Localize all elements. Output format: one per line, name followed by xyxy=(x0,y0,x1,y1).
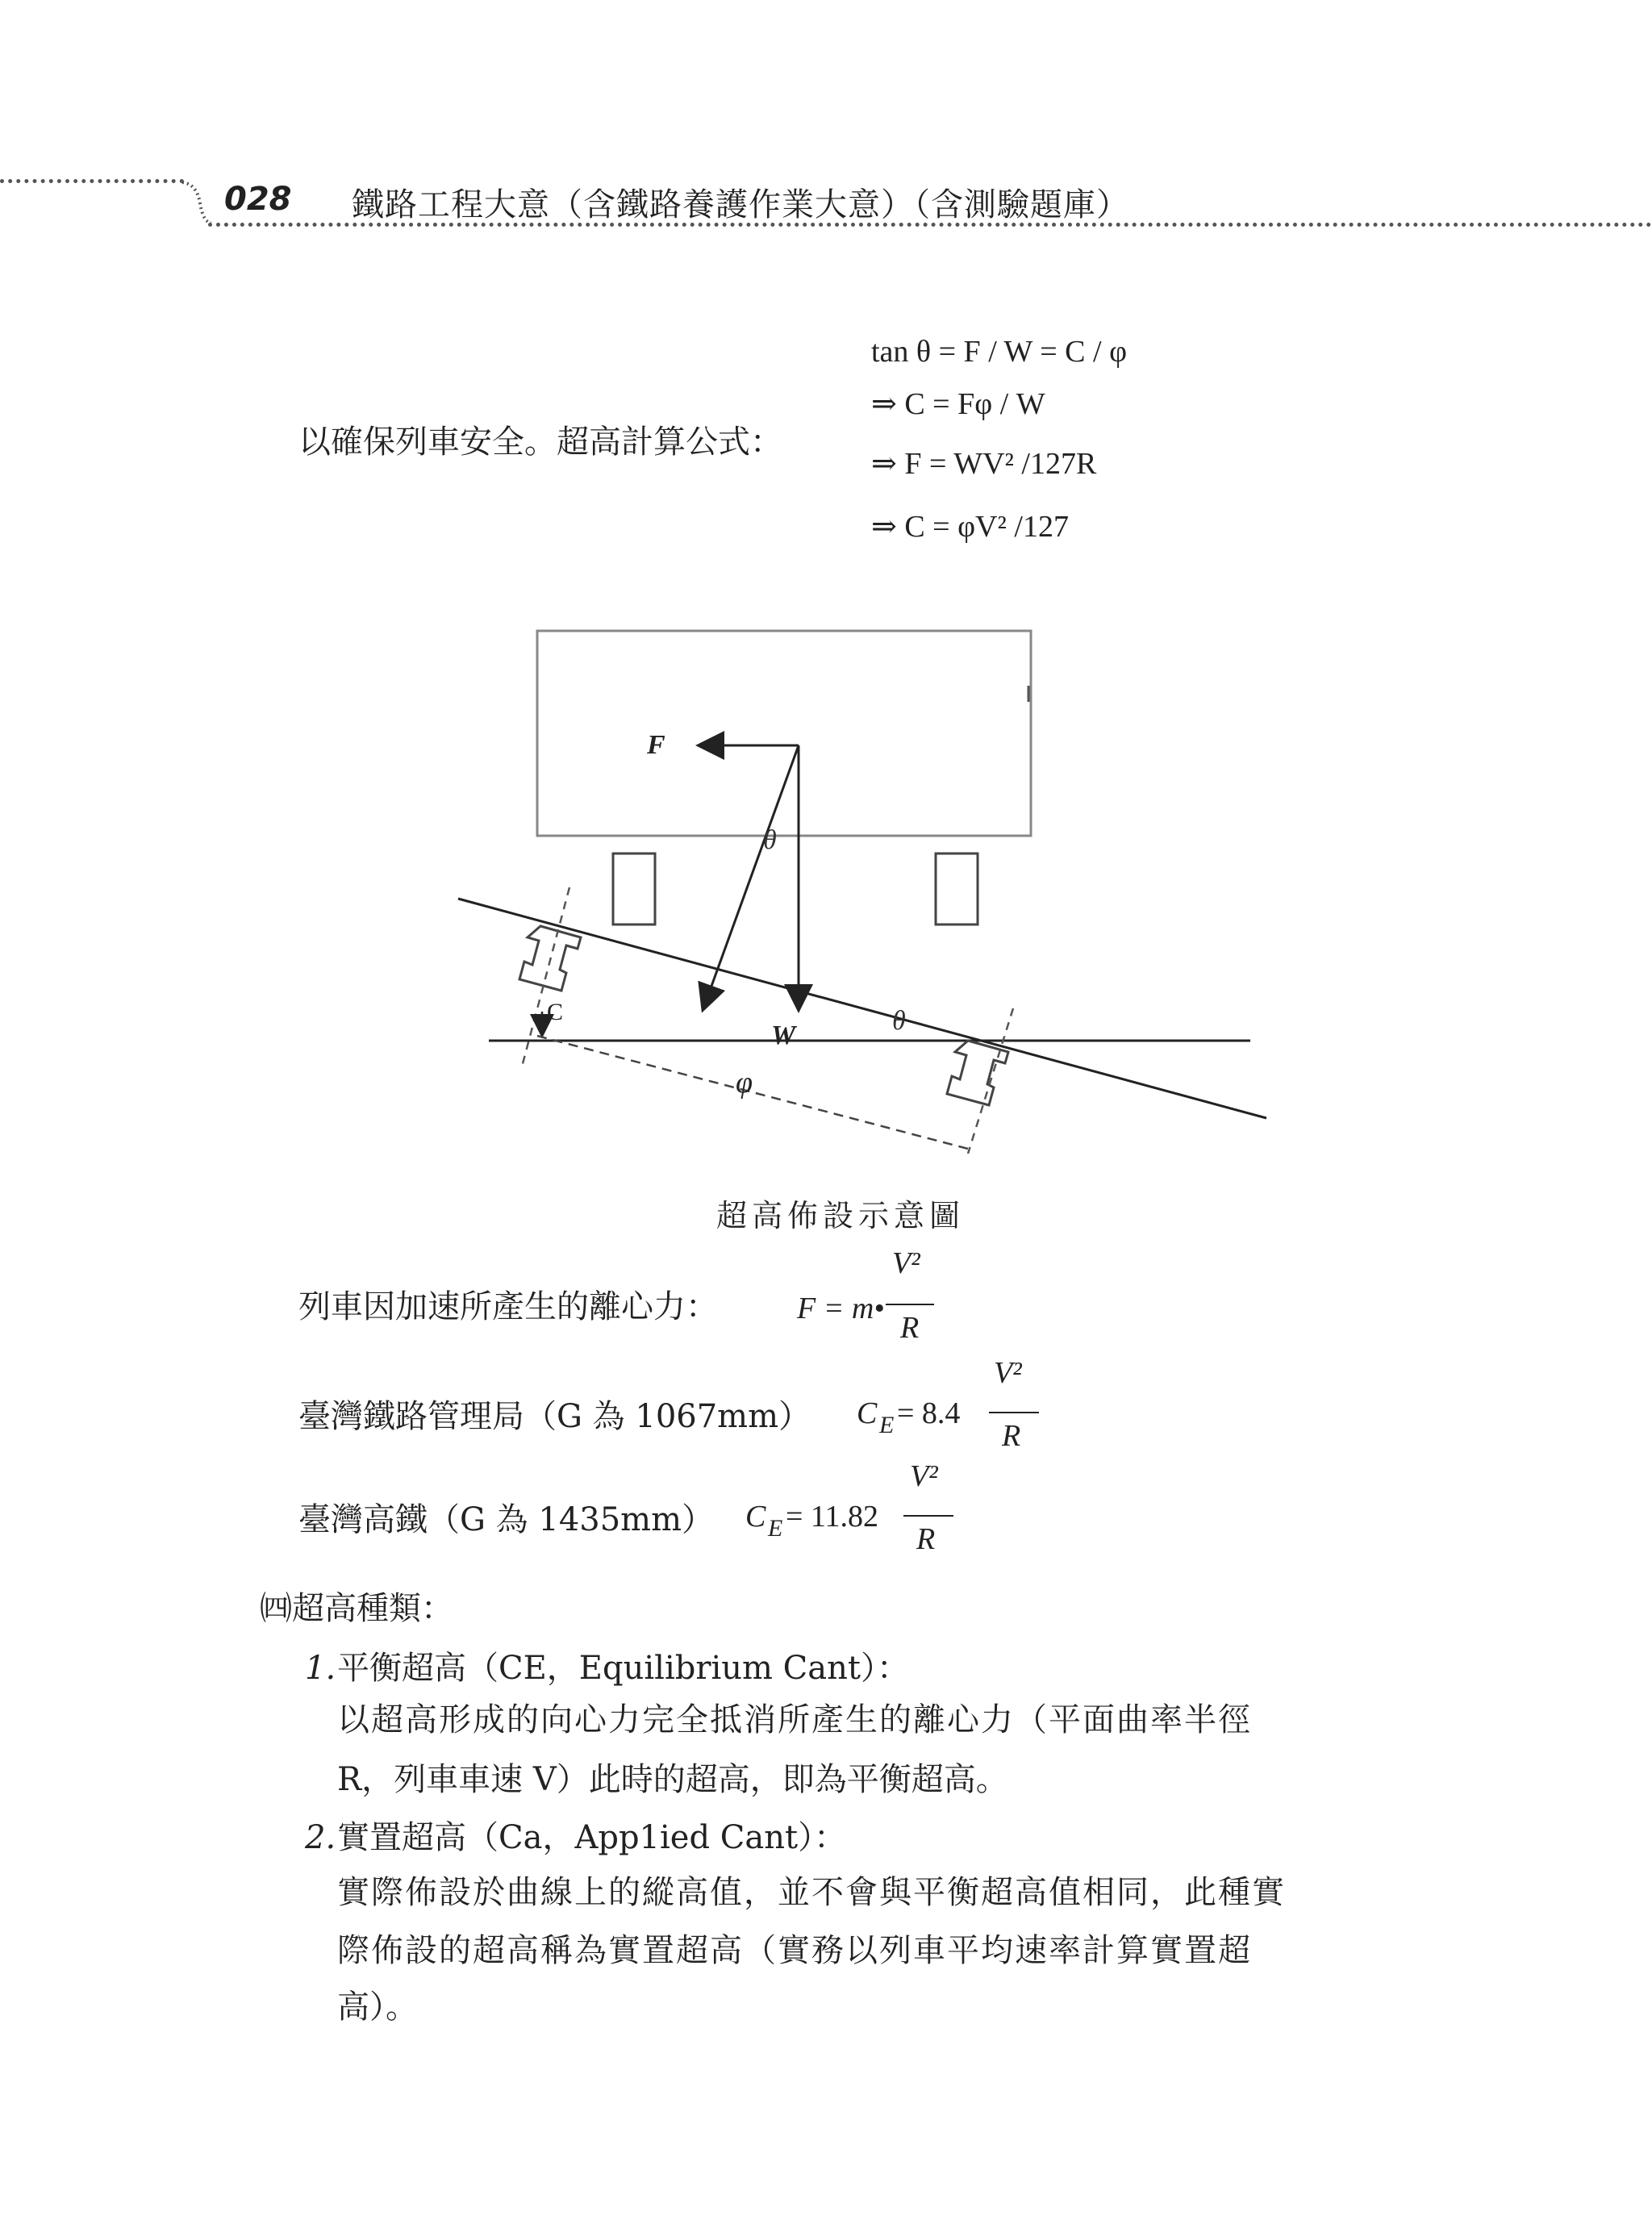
tra-numerator: V² xyxy=(994,1356,1022,1390)
item-1-number: 1. xyxy=(305,1650,336,1687)
centrifugal-formula xyxy=(797,1242,958,1355)
tra-denominator: R xyxy=(1002,1419,1021,1453)
tra-subscript: E xyxy=(879,1412,895,1438)
section-heading: ㈣超高種類： xyxy=(260,1590,453,1627)
thsr-numerator: V² xyxy=(910,1459,938,1493)
header-rule-curve xyxy=(179,179,211,226)
thsr-lhs: C xyxy=(745,1500,766,1534)
header-dotted-rule-left xyxy=(0,179,184,183)
centrifugal-numerator: V² xyxy=(892,1246,920,1280)
item-2-line-3: 高）。 xyxy=(337,1989,418,2026)
fraction-bar xyxy=(903,1515,953,1517)
item-1-line-1: 以超高形成的向心力完全抵消所產生的離心力（平面曲率半徑 xyxy=(337,1701,1252,1738)
book-title: 鐵路工程大意（含鐵路養護作業大意）（含測驗題庫） xyxy=(352,186,1129,223)
item-1-title: 平衡超高（CE，Equilibrium Cant）： xyxy=(337,1650,909,1687)
centrifugal-lhs: F = m• xyxy=(797,1292,885,1325)
thsr-subscript: E xyxy=(768,1515,783,1542)
label-gauge: φ xyxy=(736,1066,753,1100)
intro-lead-text: 以確保列車安全。超高計算公式： xyxy=(298,424,782,461)
inclined-track-line xyxy=(458,899,1266,1118)
thsr-label: 臺灣高鐵（G 為 1435mm） xyxy=(298,1501,715,1538)
label-weight: W xyxy=(771,1020,796,1050)
item-2-number: 2. xyxy=(305,1819,336,1856)
tra-formula xyxy=(857,1355,1050,1468)
tra-coefficient: = 8.4 xyxy=(897,1396,961,1430)
formula-2: ⇒ C = Fφ / W xyxy=(871,387,1045,421)
formula-3: ⇒ F = WV² /127R xyxy=(871,447,1097,481)
item-2-title: 實置超高（Ca，App1ied Cant）： xyxy=(337,1819,847,1856)
figure-caption: 超高佈設示意圖 xyxy=(716,1198,966,1233)
centrifugal-label: 列車因加速所產生的離心力： xyxy=(298,1288,718,1325)
thsr-denominator: R xyxy=(916,1522,936,1556)
centrifugal-denominator: R xyxy=(900,1311,920,1345)
formula-4: ⇒ C = φV² /127 xyxy=(871,510,1069,544)
car-body xyxy=(537,631,1031,836)
item-2-line-1: 實際佈設於曲線上的縱高值，並不會與平衡超高值相同，此種實 xyxy=(337,1874,1286,1911)
item-1-line-2: R，列車車速 V）此時的超高，即為平衡超高。 xyxy=(337,1761,1008,1798)
thsr-formula xyxy=(745,1459,971,1571)
superelevation-diagram xyxy=(444,621,1283,1154)
item-2-line-2: 際佈設的超高稱為實置超高（實務以列車平均速率計算實置超 xyxy=(337,1932,1252,1969)
formula-1: tan θ = F / W = C / φ xyxy=(871,335,1128,369)
thsr-coefficient: = 11.82 xyxy=(786,1500,879,1534)
label-cant: C xyxy=(547,999,564,1025)
tra-lhs: C xyxy=(857,1396,878,1430)
wheel-right xyxy=(936,853,978,924)
fraction-bar xyxy=(886,1304,934,1305)
label-angle-ground: θ xyxy=(892,1006,906,1036)
page-number: 028 xyxy=(224,181,292,218)
wheel-left xyxy=(613,853,655,924)
fraction-bar xyxy=(989,1412,1039,1413)
label-force: F xyxy=(647,730,665,760)
label-angle-top: θ xyxy=(763,825,777,855)
tra-label: 臺灣鐵路管理局（G 為 1067mm） xyxy=(298,1398,811,1435)
